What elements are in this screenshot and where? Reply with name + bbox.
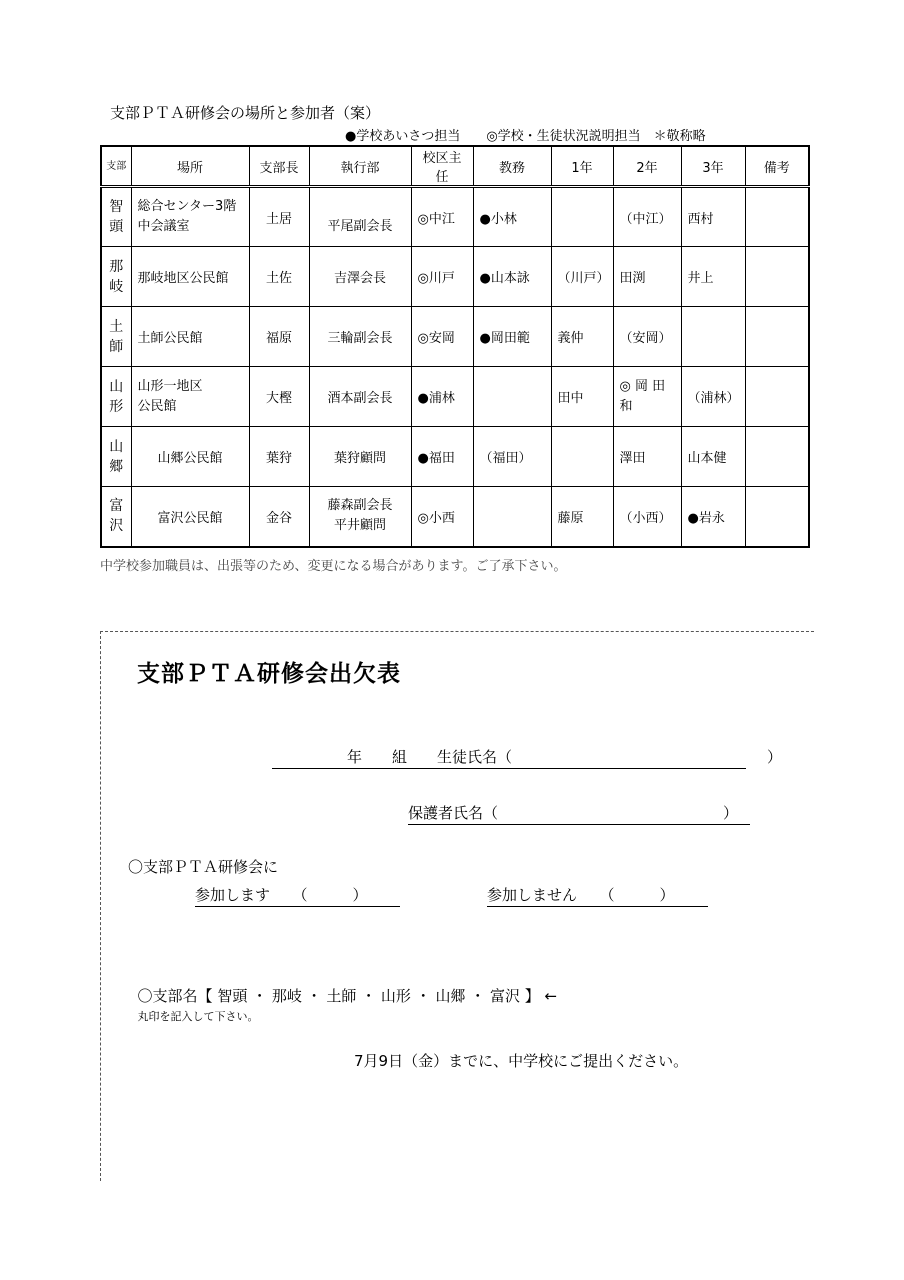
grade1-cell: 義仲 [551,307,613,367]
place-cell: 山形一地区 公民館 [131,367,249,427]
branch-cell: 土 師 [101,307,131,367]
grade3-cell [681,307,745,367]
branch-choice-options[interactable]: 〇支部名【 智頭 ・ 那岐 ・ 土師 ・ 山形 ・ 山郷 ・ 富沢 】 ← [137,987,558,1005]
not-attend-option[interactable]: 参加しません （ ） [487,884,708,907]
legend-text: ●学校あいさつ担当 ◎学校・生徒状況説明担当 ＊敬称略 [345,129,706,144]
grade1-cell: 田中 [551,367,613,427]
table-row [101,367,809,427]
header-grade3: 3年 [681,146,745,187]
grade3-cell: 山本健 [681,427,745,487]
header-place: 場所 [131,146,249,187]
table-row [101,307,809,367]
lead-cell: ◎安岡 [411,307,473,367]
chief-cell: 福原 [249,307,309,367]
header-exec: 執行部 [309,146,411,187]
attendance-question: 〇支部ＰＴＡ研修会に [128,858,279,876]
note-cell [745,367,809,427]
branch-cell: 智 頭 [101,187,131,247]
place-cell: 山郷公民館 [131,427,249,487]
document-title: 支部ＰＴＡ研修会の場所と参加者（案） [110,104,381,122]
submission-deadline: 7月9日（金）までに、中学校にご提出ください。 [354,1052,689,1070]
note-cell [745,487,809,547]
place-cell: 那岐地区公民館 [131,247,249,307]
exec-cell: 吉澤会長 [309,247,411,307]
affairs-cell [473,487,551,547]
header-grade2: 2年 [613,146,681,187]
lead-cell: ◎小西 [411,487,473,547]
exec-cell: 酒本副会長 [309,367,411,427]
grade3-cell: 井上 [681,247,745,307]
chief-cell: 土居 [249,187,309,247]
header-branch: 支部 [101,146,131,187]
cut-line-top [100,631,814,632]
table-header-row [101,146,809,187]
grade1-cell: 藤原 [551,487,613,547]
header-note: 備考 [745,146,809,187]
header-lead: 校区主任 [411,146,473,187]
exec-cell: 葉狩顧問 [309,427,411,487]
affairs-cell [473,367,551,427]
place-cell: 総合センター3階 中会議室 [131,187,249,247]
affairs-cell: ●山本詠 [473,247,551,307]
branch-choice-hint: 丸印を記入して下さい。 [137,1010,259,1023]
exec-cell: 平尾副会長 [309,187,411,247]
chief-cell: 金谷 [249,487,309,547]
grade3-cell: 西村 [681,187,745,247]
affairs-cell: ●小林 [473,187,551,247]
branch-cell: 那 岐 [101,247,131,307]
branch-cell: 山 郷 [101,427,131,487]
lead-cell: ●浦林 [411,367,473,427]
table-row [101,187,809,247]
cut-line-left [100,631,101,1181]
schedule-table-wrapper [100,145,810,548]
table-row [101,487,809,547]
grade1-cell [551,187,613,247]
header-chief: 支部長 [249,146,309,187]
attend-option[interactable]: 参加します （ ） [195,884,400,907]
chief-cell: 葉狩 [249,427,309,487]
lead-cell: ◎中江 [411,187,473,247]
form-title: 支部ＰＴＡ研修会出欠表 [137,661,401,687]
branch-cell: 富 沢 [101,487,131,547]
note-cell [745,307,809,367]
place-cell: 土師公民館 [131,307,249,367]
chief-cell: 大樫 [249,367,309,427]
grade1-cell [551,427,613,487]
grade2-cell: ◎ 岡 田 和 [613,367,681,427]
guardian-name-field[interactable]: 保護者氏名（ ） [408,802,750,825]
chief-cell: 土佐 [249,247,309,307]
header-affairs: 教務 [473,146,551,187]
table-row [101,247,809,307]
branch-choice-row [128,967,557,1024]
grade2-cell: 田渕 [613,247,681,307]
grade1-cell: （川戸） [551,247,613,307]
footnote: 中学校参加職員は、出張等のため、変更になる場合があります。ご了承下さい。 [100,559,567,574]
grade3-cell: （浦林） [681,367,745,427]
student-name-field[interactable]: 年 組 生徒氏名（ ） [272,746,746,769]
lead-cell: ◎川戸 [411,247,473,307]
affairs-cell: （福田） [473,427,551,487]
exec-cell: 藤森副会長 平井顧問 [309,487,411,547]
header-grade1: 1年 [551,146,613,187]
affairs-cell: ●岡田範 [473,307,551,367]
grade3-cell: ●岩永 [681,487,745,547]
schedule-table [100,145,810,548]
branch-cell: 山 形 [101,367,131,427]
lead-cell: ●福田 [411,427,473,487]
table-row [101,427,809,487]
exec-cell: 三輪副会長 [309,307,411,367]
grade2-cell: （安岡） [613,307,681,367]
note-cell [745,427,809,487]
note-cell [745,187,809,247]
grade2-cell: （小西） [613,487,681,547]
place-cell: 富沢公民館 [131,487,249,547]
grade2-cell: （中江） [613,187,681,247]
note-cell [745,247,809,307]
grade2-cell: 澤田 [613,427,681,487]
